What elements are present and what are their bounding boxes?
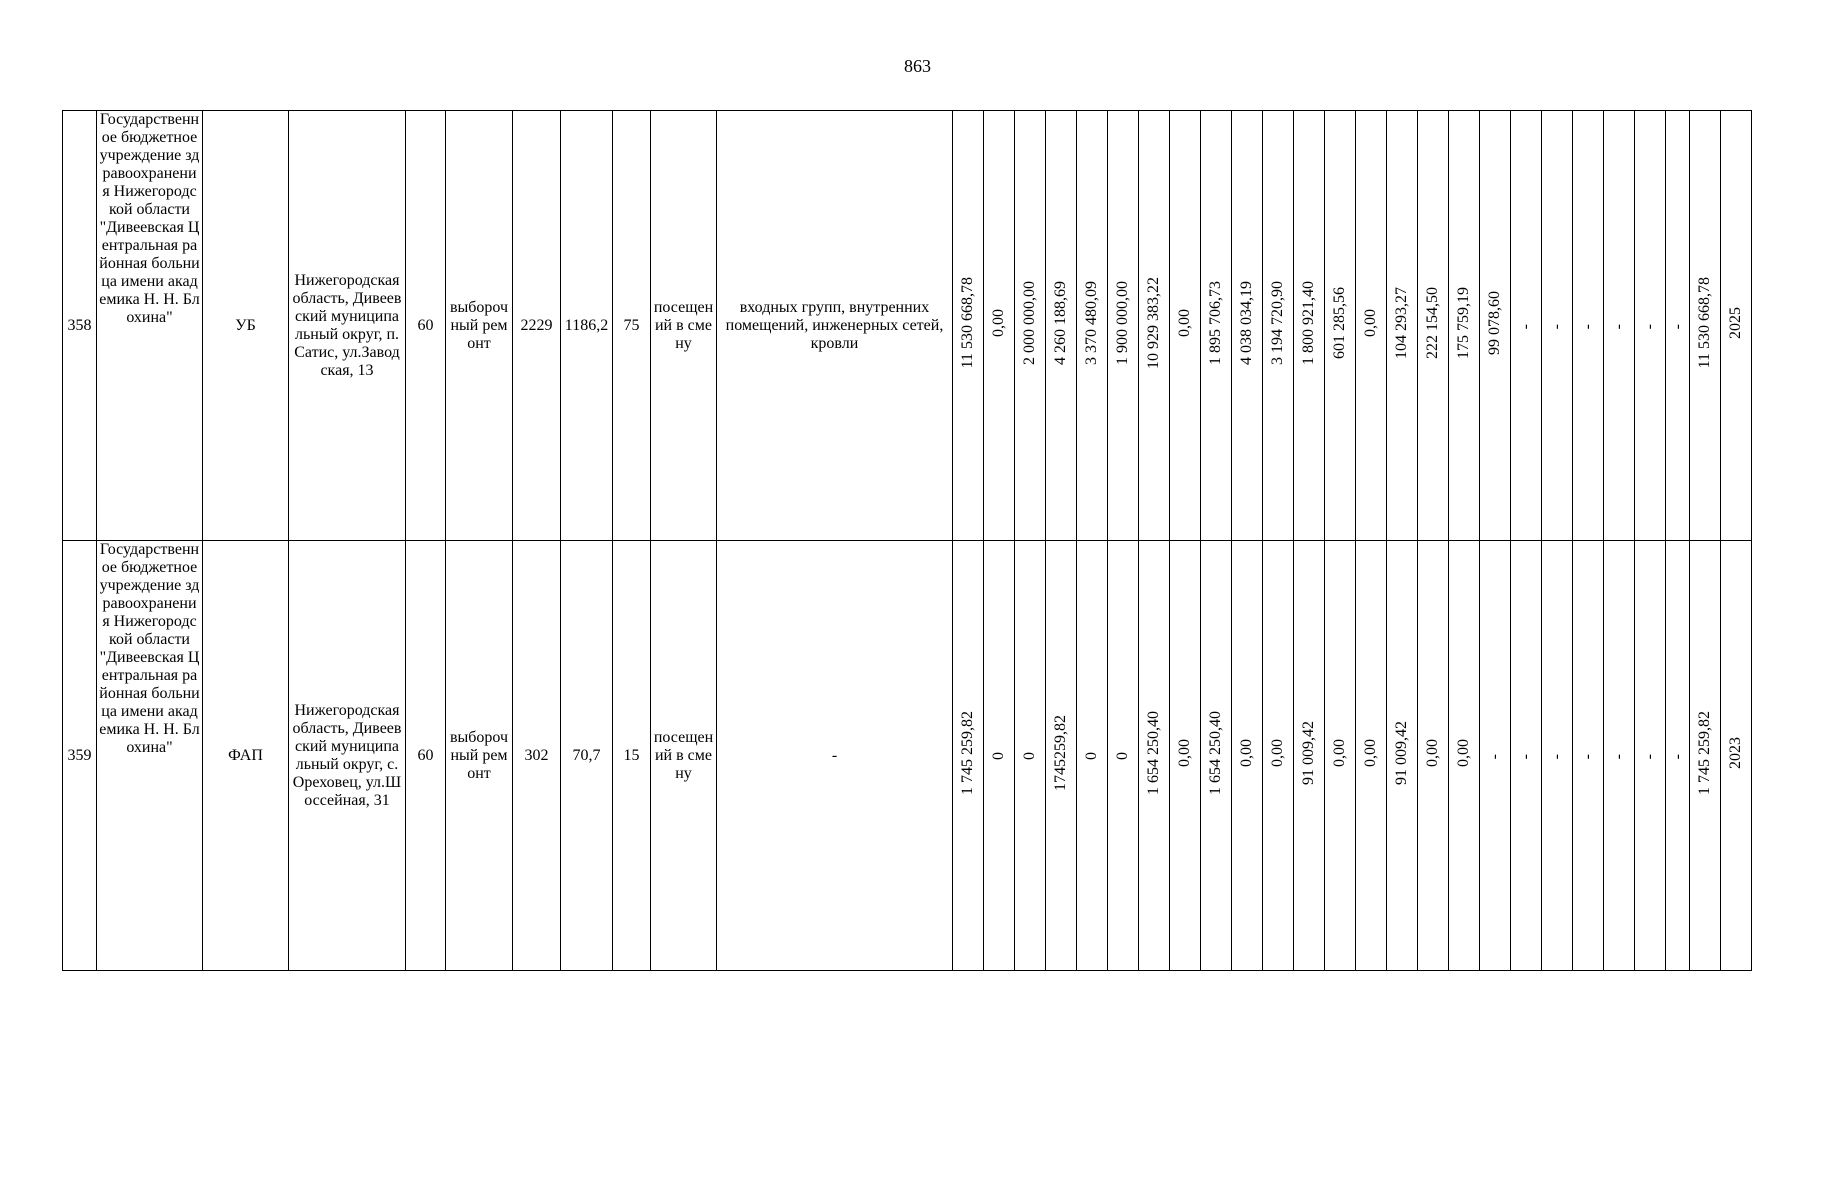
value-cell xyxy=(1325,541,1356,971)
value-cell xyxy=(984,541,1015,971)
value-cell xyxy=(1418,111,1449,541)
value-cell xyxy=(953,111,984,541)
value-text: - xyxy=(1579,324,1596,330)
value-text: 1 745 259,82 xyxy=(959,711,976,795)
value-cell xyxy=(1690,541,1721,971)
volume-cell xyxy=(561,111,613,541)
capacity-cell-text: 75 xyxy=(623,316,640,334)
capacity-cell xyxy=(613,541,651,971)
volume-cell-text: 70,7 xyxy=(572,746,601,764)
value-cell xyxy=(1077,541,1108,971)
area-cell xyxy=(513,541,561,971)
value-text: - xyxy=(1668,754,1686,760)
description-cell xyxy=(717,541,953,971)
value-text: 2023 xyxy=(1727,737,1744,769)
institution-cell xyxy=(97,541,203,971)
value-cell xyxy=(1635,111,1666,541)
year-cell-text: 60 xyxy=(417,746,434,764)
value-cell xyxy=(1356,541,1387,971)
value-text: 0,00 xyxy=(1362,739,1379,767)
page-number: 863 xyxy=(904,56,931,76)
facility-type-cell-text: ФАП xyxy=(228,746,263,764)
value-text: 11 530 668,78 xyxy=(1696,277,1713,369)
value-text: - xyxy=(1641,324,1658,330)
work-type-cell-text: выборочный ремонт xyxy=(449,728,509,782)
address-cell-text: Нижегородская область, Дивеевский муниципальный округ, п. Сатис, ул.Заводская, 13 xyxy=(292,271,402,379)
value-text: 0,00 xyxy=(1176,739,1193,767)
row-number-cell-text: 358 xyxy=(67,316,92,334)
capacity-cell xyxy=(613,111,651,541)
value-cell xyxy=(1046,111,1077,541)
value-text: - xyxy=(1517,754,1534,760)
value-text: 0,00 xyxy=(1269,739,1286,767)
volume-cell xyxy=(561,541,613,971)
capacity-unit-cell xyxy=(651,541,717,971)
value-cell xyxy=(1573,111,1604,541)
area-cell-text: 302 xyxy=(524,746,549,764)
value-text: 0,00 xyxy=(1455,739,1472,767)
value-cell xyxy=(1170,541,1201,971)
volume-cell-text: 1186,2 xyxy=(564,316,609,334)
data-table xyxy=(62,110,1752,971)
value-text: - xyxy=(1517,324,1534,330)
value-cell xyxy=(984,111,1015,541)
value-cell xyxy=(1542,111,1573,541)
value-cell xyxy=(1666,541,1690,971)
table-row xyxy=(63,111,1752,541)
value-cell xyxy=(1666,111,1690,541)
value-cell xyxy=(1480,541,1511,971)
value-cell xyxy=(1449,541,1480,971)
value-cell xyxy=(1077,111,1108,541)
value-text: 0,00 xyxy=(1176,309,1193,337)
value-text: 10 929 383,22 xyxy=(1145,277,1162,369)
value-cell xyxy=(1108,111,1139,541)
value-text: 3 194 720,90 xyxy=(1269,281,1286,365)
value-cell xyxy=(1170,111,1201,541)
value-cell xyxy=(1721,111,1752,541)
row-number-cell xyxy=(63,111,97,541)
value-cell xyxy=(1201,541,1232,971)
value-text: 1 654 250,40 xyxy=(1145,711,1162,795)
institution-cell-text: Государственное бюджетное учреждение здравоохранения Нижегородской области "Дивеевская Центральная районная больница имени академика Н. Н. Блохина" xyxy=(99,541,200,756)
table-row xyxy=(63,541,1752,971)
institution-cell xyxy=(97,111,203,541)
value-cell xyxy=(1263,111,1294,541)
value-text: 0 xyxy=(1021,751,1038,760)
description-cell-text: входных групп, внутренних помещений, инженерных сетей, кровли xyxy=(725,298,944,352)
value-cell xyxy=(1542,541,1573,971)
value-text: 91 009,42 xyxy=(1393,721,1410,785)
value-text: - xyxy=(1610,324,1627,330)
value-text: 4 038 034,19 xyxy=(1238,281,1255,365)
value-cell xyxy=(1263,541,1294,971)
value-text: 0,00 xyxy=(1362,309,1379,337)
value-text: 1 895 706,73 xyxy=(1207,281,1224,365)
value-cell xyxy=(1721,541,1752,971)
value-cell xyxy=(1449,111,1480,541)
value-text: - xyxy=(1548,754,1565,760)
value-cell xyxy=(1604,111,1635,541)
value-cell xyxy=(1139,111,1170,541)
value-text: 0,00 xyxy=(1424,739,1441,767)
value-cell xyxy=(1046,541,1077,971)
value-cell xyxy=(1294,111,1325,541)
value-cell xyxy=(1573,541,1604,971)
value-text: 222 154,50 xyxy=(1424,287,1441,359)
value-cell xyxy=(1480,111,1511,541)
value-cell xyxy=(1232,111,1263,541)
facility-type-cell xyxy=(203,541,289,971)
year-cell xyxy=(406,541,446,971)
value-text: 0 xyxy=(1114,751,1131,760)
value-text: 0 xyxy=(1083,751,1100,760)
capacity-cell-text: 15 xyxy=(623,746,640,764)
area-cell xyxy=(513,111,561,541)
value-text: 0,00 xyxy=(1331,739,1348,767)
value-text: 3 370 480,09 xyxy=(1083,281,1100,365)
address-cell xyxy=(289,541,406,971)
work-type-cell xyxy=(446,541,513,971)
capacity-unit-cell-text: посещений в смену xyxy=(653,728,714,782)
value-text: 2025 xyxy=(1727,307,1744,339)
value-cell xyxy=(1690,111,1721,541)
work-type-cell-text: выборочный ремонт xyxy=(449,298,509,352)
year-cell xyxy=(406,111,446,541)
description-cell-text: - xyxy=(831,746,838,764)
address-cell xyxy=(289,111,406,541)
value-text: 1 654 250,40 xyxy=(1207,711,1224,795)
facility-type-cell-text: УБ xyxy=(235,316,256,334)
value-text: - xyxy=(1641,754,1658,760)
value-cell xyxy=(1294,541,1325,971)
capacity-unit-cell xyxy=(651,111,717,541)
value-text: 1745259,82 xyxy=(1052,715,1069,791)
value-text: 0,00 xyxy=(1238,739,1255,767)
value-cell xyxy=(1635,541,1666,971)
value-cell xyxy=(1604,541,1635,971)
value-text: - xyxy=(1610,754,1627,760)
value-text: 91 009,42 xyxy=(1300,721,1317,785)
value-cell xyxy=(1232,541,1263,971)
value-text: 0,00 xyxy=(990,309,1007,337)
value-text: 104 293,27 xyxy=(1393,287,1410,359)
facility-type-cell xyxy=(203,111,289,541)
value-cell xyxy=(1511,541,1542,971)
description-cell xyxy=(717,111,953,541)
value-cell xyxy=(1139,541,1170,971)
value-cell xyxy=(1418,541,1449,971)
value-cell xyxy=(1201,111,1232,541)
value-text: 4 260 188,69 xyxy=(1052,281,1069,365)
row-number-cell xyxy=(63,541,97,971)
value-text: - xyxy=(1548,324,1565,330)
value-cell xyxy=(1015,111,1046,541)
value-text: - xyxy=(1486,754,1503,760)
institution-cell-text: Государственное бюджетное учреждение здравоохранения Нижегородской области "Дивеевская Центральная районная больница имени академика Н. Н. Блохина" xyxy=(99,111,200,326)
value-text: 1 800 921,40 xyxy=(1300,281,1317,365)
value-text: 175 759,19 xyxy=(1455,287,1472,359)
value-cell xyxy=(1387,111,1418,541)
value-text: - xyxy=(1668,324,1686,330)
value-cell xyxy=(1325,111,1356,541)
capacity-unit-cell-text: посещений в смену xyxy=(653,298,714,352)
value-text: 601 285,56 xyxy=(1331,287,1348,359)
row-number-cell-text: 359 xyxy=(67,746,92,764)
value-text: - xyxy=(1579,754,1596,760)
value-text: 1 900 000,00 xyxy=(1114,281,1131,365)
value-cell xyxy=(1356,111,1387,541)
work-type-cell xyxy=(446,111,513,541)
value-text: 0 xyxy=(990,751,1007,760)
value-cell xyxy=(953,541,984,971)
value-text: 2 000 000,00 xyxy=(1021,281,1038,365)
value-cell xyxy=(1108,541,1139,971)
area-cell-text: 2229 xyxy=(520,316,553,334)
value-text: 99 078,60 xyxy=(1486,291,1503,355)
year-cell-text: 60 xyxy=(417,316,434,334)
value-text: 11 530 668,78 xyxy=(959,277,976,369)
value-cell xyxy=(1387,541,1418,971)
value-cell xyxy=(1015,541,1046,971)
value-cell xyxy=(1511,111,1542,541)
value-text: 1 745 259,82 xyxy=(1696,711,1713,795)
address-cell-text: Нижегородская область, Дивеевский муниципальный округ, с. Ореховец, ул.Шоссейная, 31 xyxy=(292,701,402,809)
